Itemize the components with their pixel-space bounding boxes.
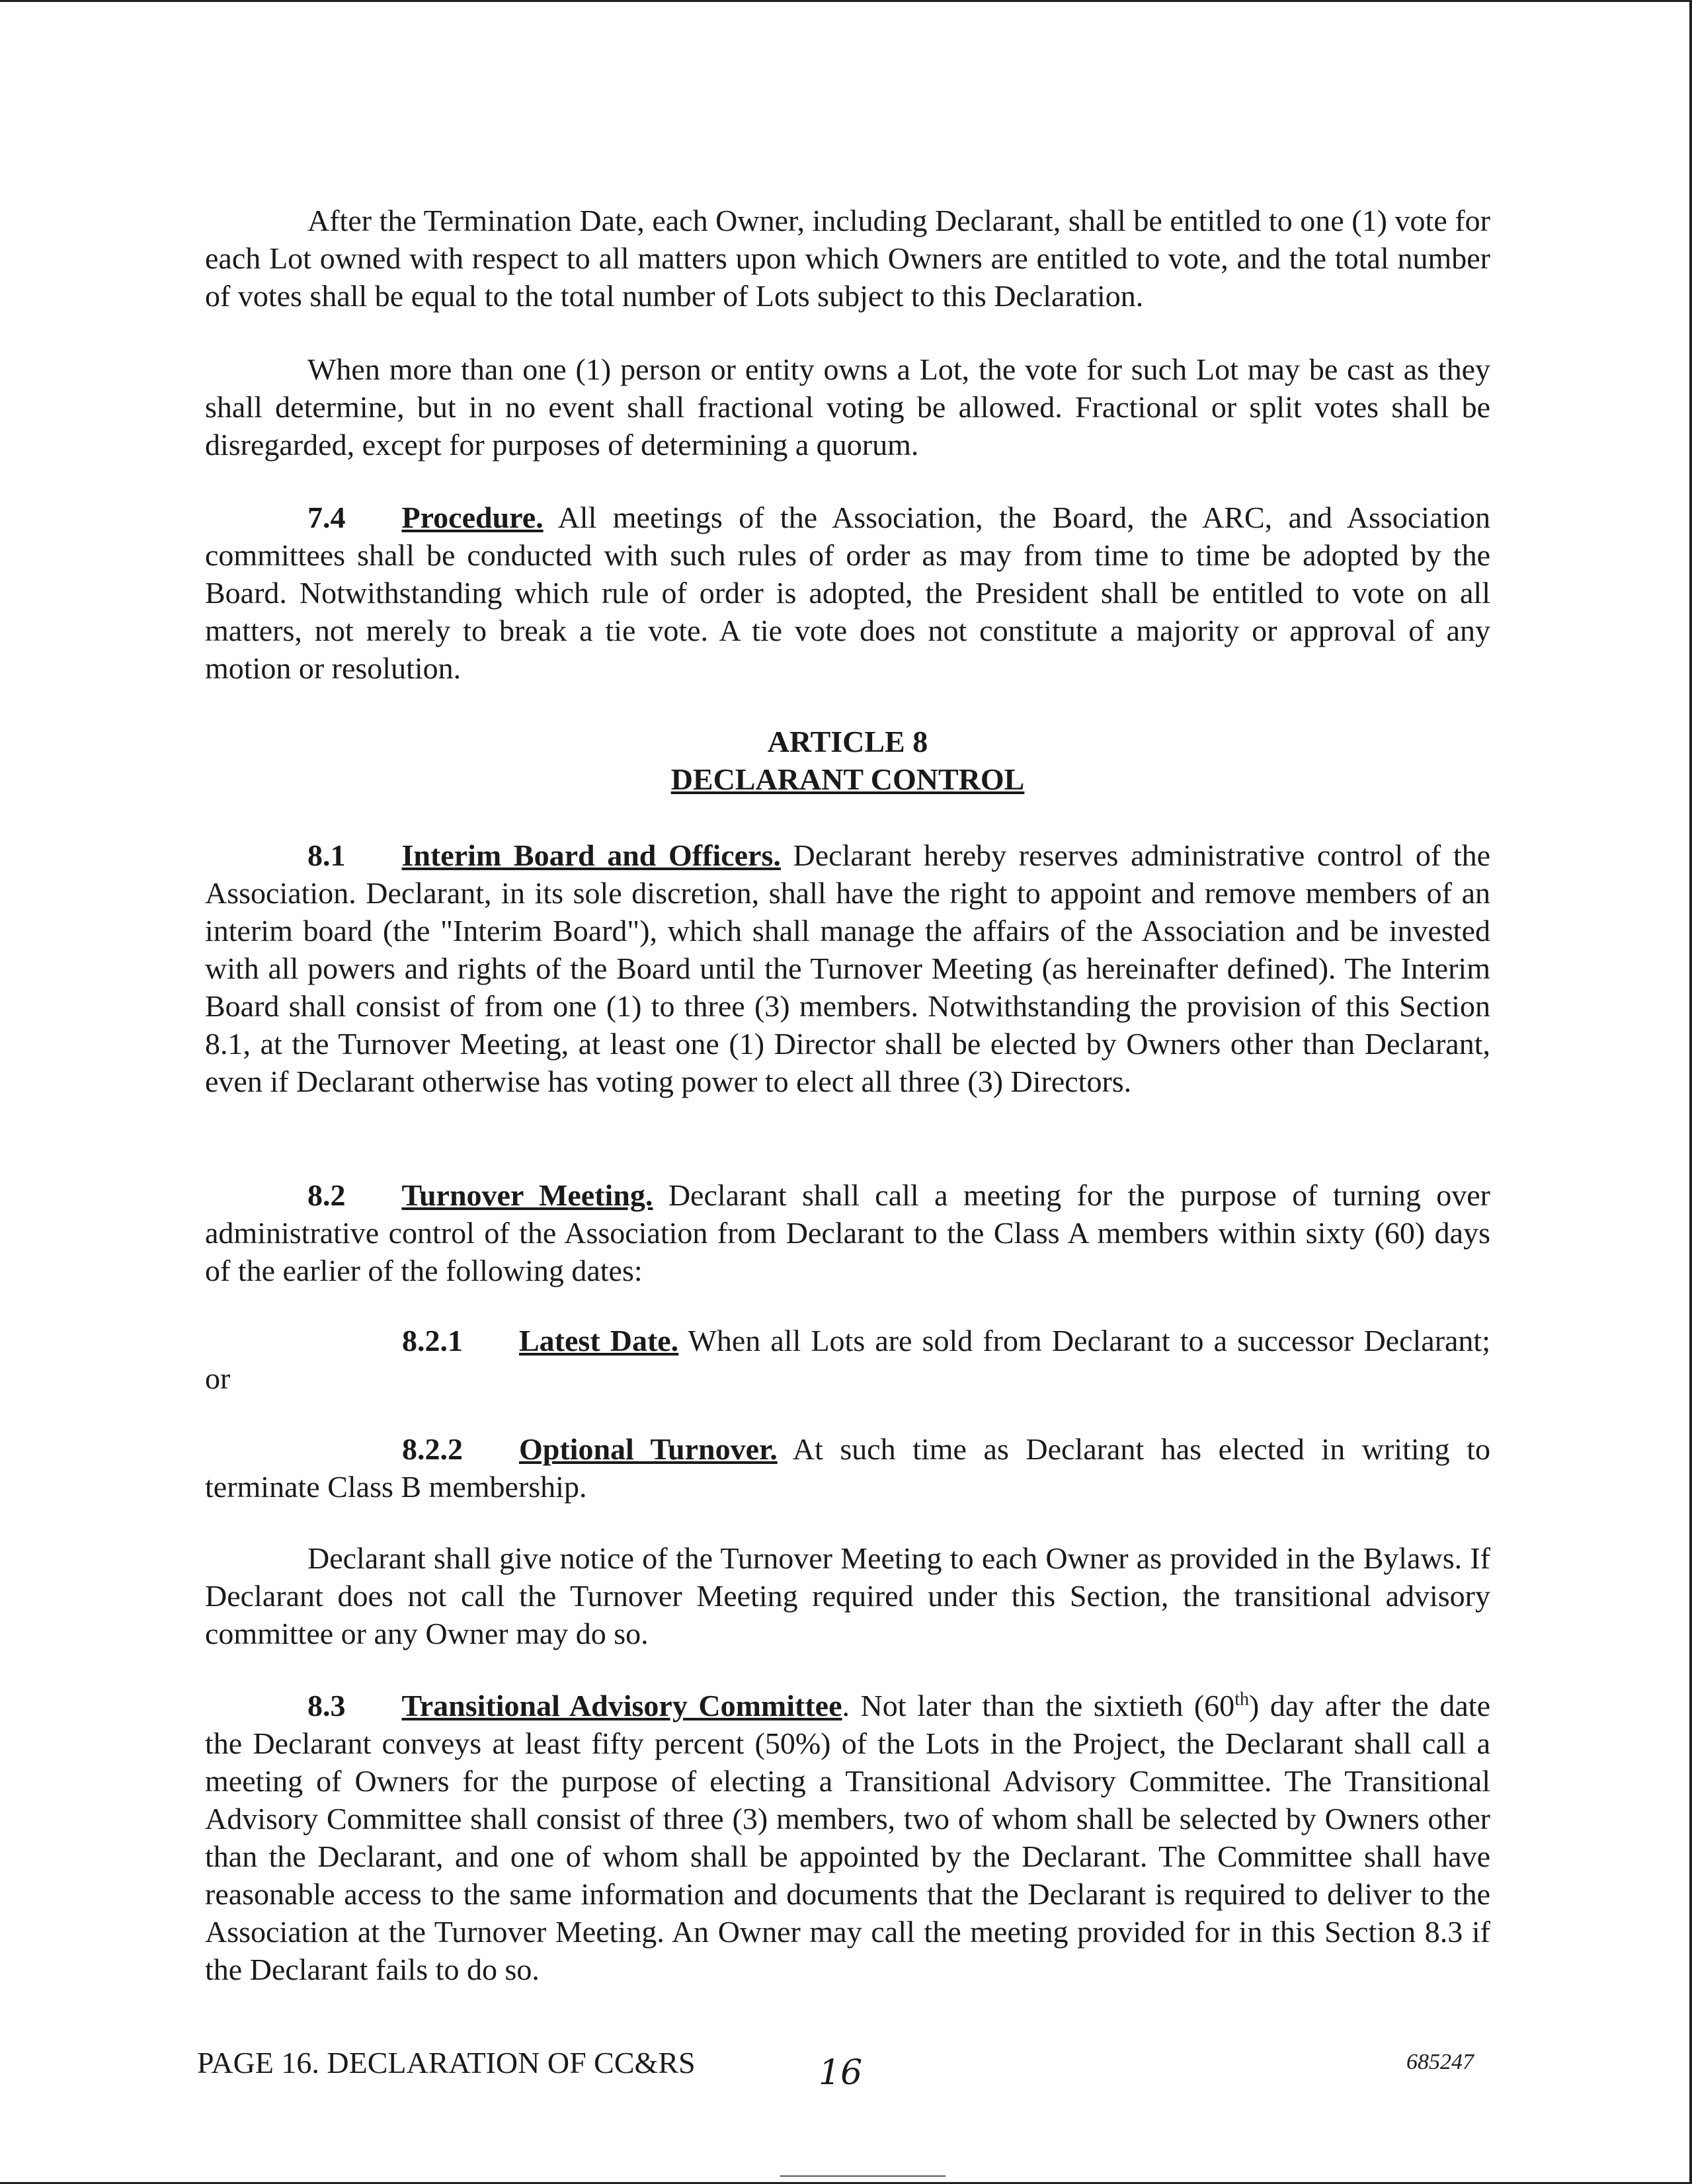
footer-document-number: 685247 bbox=[1406, 2050, 1474, 2074]
article-number: ARTICLE 8 bbox=[767, 725, 928, 758]
footer-page-label: PAGE 16. DECLARATION OF CC&RS bbox=[197, 2046, 696, 2080]
paragraph-text: Declarant shall give notice of the Turnover Meeting to each Owner as provided in the Bylaws. If Declarant does not call the Turnover Meeting required under this Section, the transitional advisory committee or any Owner may do so. bbox=[205, 1541, 1490, 1650]
section-number: 8.2 bbox=[307, 1178, 346, 1212]
paragraph-termination-votes bbox=[205, 202, 1490, 315]
section-8-3 bbox=[205, 1687, 1490, 1988]
section-text: Declarant hereby reserves administrative control of the Association. Declarant, in its sole discretion, shall have the right to appoint and remove members of an interim board (the "Interim Board"), which shall manage the affairs of the Association and be invested with all powers and rights of the Board until the Turnover Meeting (as hereinafter defined). The Interim Board shall consist of from one (1) to three (3) members. Notwithstanding the provision of this Section 8.1, at the Turnover Meeting, at least one (1) Director shall be elected by Owners other than Declarant, even if Declarant otherwise has voting power to elect all three (3) Directors. bbox=[205, 838, 1491, 1098]
section-text: When all Lots are sold from Declarant to a successor Declarant; or bbox=[205, 1324, 1490, 1395]
ordinal-superscript: th bbox=[1234, 1689, 1249, 1710]
page-border-right bbox=[1689, 0, 1692, 2184]
section-number: 7.4 bbox=[307, 501, 346, 534]
section-text: Declarant shall call a meeting for the purpose of turning over administrative control of the Association from Declarant to the Class A members within sixty (60) days of the earlier of the following dates: bbox=[205, 1178, 1491, 1287]
section-8-2 bbox=[205, 1176, 1490, 1289]
section-text: ) day after the date the Declarant conveys at least fifty percent (50%) of the Lots in the Project, the Declarant shall call a meeting of Owners for the purpose of electing a Transitional Advisory Committee. The Transitional Advisory Committee shall consist of three (3) members, two of whom shall be selected by Owners other than the Declarant, and one of whom shall be appointed by the Declarant. The Committee shall have reasonable access to the same information and documents that the Declarant is required to deliver to the Association at the Turnover Meeting. An Owner may call the meeting provided for in this Section 8.3 if the Declarant fails to do so. bbox=[205, 1689, 1490, 1986]
section-number: 8.2.1 bbox=[402, 1324, 463, 1357]
paragraph-turnover-notice bbox=[205, 1539, 1490, 1652]
section-title: Transitional Advisory Committee bbox=[401, 1689, 842, 1722]
paragraph-text: After the Termination Date, each Owner, including Declarant, shall be entitled to one (1) vote for each Lot owned with respect to all matters upon which Owners are entitled to vote, and the total number of votes shall be equal to the total number of Lots subject to this Declaration. bbox=[205, 204, 1490, 313]
section-number: 8.2.2 bbox=[402, 1432, 463, 1466]
section-number: 8.1 bbox=[307, 838, 346, 872]
page-border-top bbox=[0, 0, 1692, 2]
article-title: DECLARANT CONTROL bbox=[670, 762, 1025, 796]
section-title: Latest Date. bbox=[519, 1324, 679, 1357]
section-8-1 bbox=[205, 836, 1490, 1100]
handwritten-page-number: 16 bbox=[819, 2053, 863, 2093]
paragraph-multiple-owners bbox=[205, 350, 1490, 464]
section-number: 8.3 bbox=[307, 1689, 346, 1722]
article-heading bbox=[205, 723, 1490, 798]
paragraph-text: When more than one (1) person or entity owns a Lot, the vote for such Lot may be cast as they shall determine, but in no event shall fractional voting be allowed. Fractional or split votes shall be disregarded, except for purposes of determining a quorum. bbox=[205, 352, 1490, 462]
section-7-4 bbox=[205, 499, 1490, 687]
section-text: . Not later than the sixtieth (60 bbox=[842, 1689, 1235, 1722]
scan-artifact-line bbox=[780, 2175, 946, 2177]
section-text: All meetings of the Association, the Board, the ARC, and Association committees shall be conducted with such rules of order as may from time to time be adopted by the Board. Notwithstanding which rule of order is adopted, the President shall be entitled to vote on all matters, not merely to break a tie vote. A tie vote does not constitute a majority or approval of any motion or resolution. bbox=[205, 501, 1491, 685]
section-8-2-1 bbox=[205, 1322, 1490, 1397]
section-8-2-2 bbox=[205, 1430, 1490, 1506]
section-text: At such time as Declarant has elected in writing to terminate Class B membership. bbox=[205, 1432, 1490, 1504]
section-title: Procedure. bbox=[401, 501, 544, 534]
section-title: Interim Board and Officers. bbox=[401, 838, 781, 872]
section-title: Turnover Meeting. bbox=[401, 1178, 653, 1212]
section-title: Optional Turnover. bbox=[519, 1432, 778, 1466]
